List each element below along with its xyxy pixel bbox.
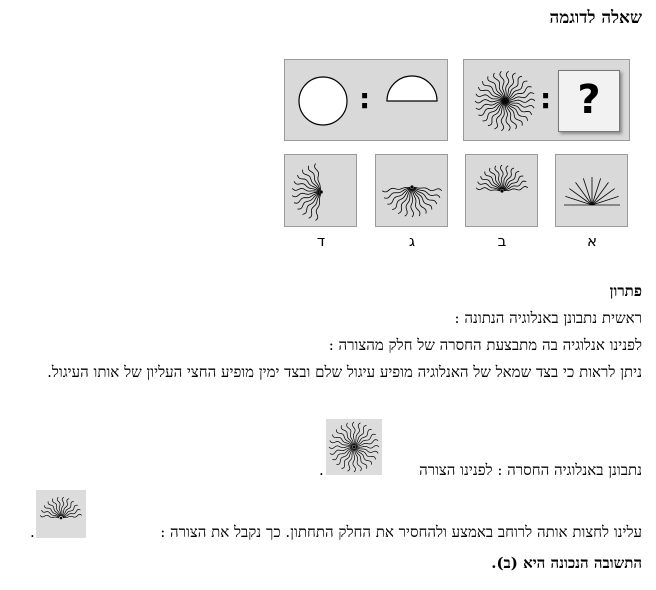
option-a-panel[interactable] bbox=[555, 154, 628, 227]
burst-ray bbox=[413, 189, 432, 210]
burst-ray bbox=[476, 188, 500, 191]
missing-shape-thumbnail bbox=[326, 419, 382, 475]
page-title: שאלה לדוגמה bbox=[549, 8, 642, 28]
option-a-label: א bbox=[586, 232, 598, 250]
fan-ray bbox=[592, 182, 608, 205]
burst-ray bbox=[332, 448, 352, 460]
option-d-panel[interactable] bbox=[284, 154, 357, 227]
solution-line-5-row bbox=[160, 523, 642, 542]
wavy-burst-icon bbox=[472, 68, 538, 134]
option-c-label: ג bbox=[408, 232, 416, 250]
wavy-half-burst-icon bbox=[470, 161, 534, 197]
burst-ray bbox=[414, 187, 442, 191]
burst-ray bbox=[501, 103, 505, 131]
burst-ray bbox=[341, 425, 353, 445]
solution-line-5-end: . bbox=[30, 523, 35, 541]
fan-rays-icon bbox=[562, 169, 622, 209]
burst-ray bbox=[298, 193, 320, 209]
burst-ray bbox=[488, 76, 504, 99]
burst-ray bbox=[506, 103, 522, 126]
option-b-label: ב bbox=[497, 232, 507, 250]
burst-ray bbox=[505, 71, 509, 99]
solution-line-2: לפנינו אנלוגיה בה מתבצעת החסרה של חלק מהצורה : bbox=[328, 336, 642, 354]
solution-line-5: עלינו לחצות אותה לרוחב באמצע ולהחסיר את החלק התחתון. כך נקבל את הצורה : bbox=[160, 523, 642, 541]
option-c-panel[interactable] bbox=[375, 154, 448, 227]
burst-ray bbox=[355, 449, 367, 469]
wavy-burst-small-icon bbox=[326, 419, 382, 475]
question-mark-box: ? bbox=[558, 70, 620, 132]
wavy-half-burst-small-icon bbox=[36, 494, 86, 524]
solution-line-1: ראשית נתבונן באנלוגיה הנתונה : bbox=[454, 309, 642, 327]
burst-ray bbox=[48, 501, 60, 516]
burst-ray bbox=[355, 449, 362, 471]
solution-line-4-end: . bbox=[319, 461, 324, 479]
solution-line-4: נתבונן באנלוגיה החסרה : לפנינו הצורה bbox=[419, 461, 642, 479]
wavy-right-half-burst-icon bbox=[287, 161, 327, 223]
full-circle-icon bbox=[297, 75, 349, 127]
analogy-question-panel bbox=[463, 59, 630, 141]
solution-line-4-row bbox=[419, 461, 642, 480]
fan-ray bbox=[565, 196, 592, 205]
analogy-colon: : bbox=[359, 82, 371, 115]
burst-ray bbox=[485, 172, 501, 190]
fan-ray bbox=[583, 178, 592, 205]
solution-line-3: ניתן לראות כי בצד שמאל של האנלוגיה מופיע עיגול שלם ובצד ימין מופיע החצי העליון של אותו העיגול. bbox=[47, 363, 642, 381]
solution-heading: פתרון bbox=[609, 282, 642, 300]
fan-ray bbox=[576, 182, 592, 205]
fan-ray bbox=[569, 189, 592, 205]
option-b-panel[interactable] bbox=[465, 154, 538, 227]
wavy-lower-burst-icon bbox=[380, 183, 444, 223]
fan-ray bbox=[592, 196, 619, 205]
fan-ray bbox=[592, 178, 601, 205]
burst-ray bbox=[63, 505, 78, 517]
burst-ray bbox=[356, 434, 376, 446]
burst-ray bbox=[315, 164, 321, 191]
burst-ray bbox=[347, 423, 354, 445]
analogy-colon-2: : bbox=[540, 82, 552, 115]
option-d-label: ד bbox=[316, 232, 326, 250]
burst-ray bbox=[303, 170, 320, 191]
burst-ray bbox=[330, 448, 352, 455]
burst-ray bbox=[292, 188, 319, 191]
burst-ray bbox=[356, 440, 378, 447]
answer-statement: התשובה הנכונה היא (ב). bbox=[491, 554, 642, 572]
result-shape-thumbnail bbox=[36, 490, 86, 538]
fan-ray bbox=[592, 189, 615, 205]
burst-ray bbox=[387, 188, 410, 204]
half-circle-icon bbox=[385, 75, 439, 103]
analogy-given-panel bbox=[284, 59, 448, 141]
burst-ray bbox=[504, 176, 524, 190]
